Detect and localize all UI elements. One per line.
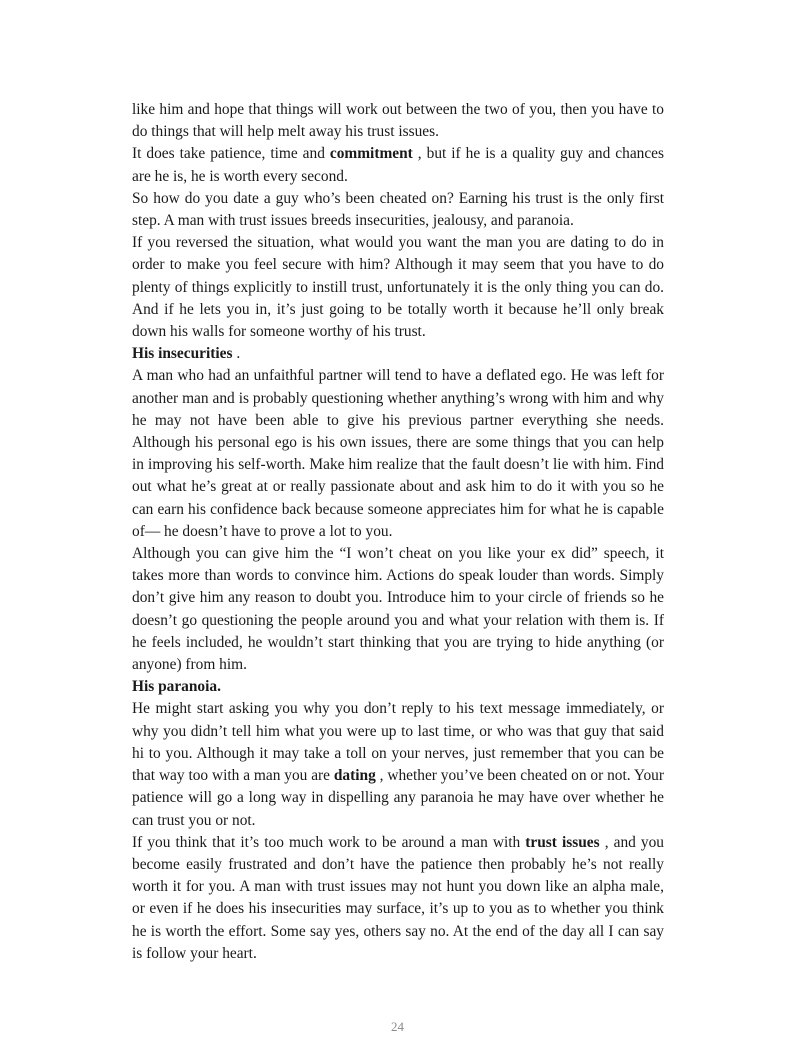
keyword-commitment: commitment bbox=[329, 145, 413, 163]
paragraph-5: A man who had an unfaithful partner will tend to have a deflated ego. He was left for another man and is probably questioning whether anything’s wrong with him and why he may not have been able to give his previous partner everything she needs. Although his personal ego is his own issues, there are some things that you can help in improving his self-worth. Make him realize that the fault doesn’t lie with him. Find out what he’s great at or really passionate about and ask him to do it with you so he can earn his confidence back because someone appreciates him for what he is capable of— he doesn’t have to prove a lot to you. bbox=[132, 367, 664, 540]
paragraph-4: If you reversed the situation, what would you want the man you are dating to do in order to make you feel secure with him? Although it may seem that you have to do plenty of things explicitly to instill trust, unfortunately it is the only thing you can do. And if he lets you in, it’s just going to be totally worth it because he’ll only break down his walls for someone worthy of his trust. bbox=[132, 234, 664, 341]
paragraph-6: Although you can give him the “I won’t cheat on you like your ex did” speech, it takes more than words to convince him. Actions do speak louder than words. Simply don’t give him any reason to doubt you. Introduce him to your circle of friends so he doesn’t go questioning the people around you and what your relation with them is. If he feels included, he wouldn’t start thinking that you are trying to hide anything (or anyone) from him. bbox=[132, 545, 664, 674]
paragraph-2-text-after: , but if he is a quality guy and chances are he is, he is worth every second. bbox=[132, 145, 664, 185]
section-heading-insecurities bbox=[132, 343, 664, 365]
paragraph-3: So how do you date a guy who’s been cheated on? Earning his trust is the only first step. A man with trust issues breeds insecurities, jealousy, and paranoia. bbox=[132, 189, 664, 230]
keyword-trust-issues: trust issues bbox=[525, 833, 600, 851]
paragraph-2-text-before: It does take patience, time and bbox=[132, 145, 330, 163]
page-number: 24 bbox=[391, 1019, 404, 1034]
paragraph-7 bbox=[132, 698, 664, 831]
paragraph-7-text-before: He might start asking you why you don’t reply to his text message immediately, or why you didn’t tell him what you were up to last time, or who was that guy that said hi to you. Although it may take a toll on your nerves, just remember that you can be that way too with a man you are bbox=[132, 700, 664, 785]
paragraph-2 bbox=[132, 143, 664, 187]
body-text bbox=[132, 99, 664, 965]
paragraph-1: like him and hope that things will work out between the two of you, then you have to do things that will help melt away his trust issues. bbox=[132, 101, 664, 141]
section-heading-paranoia: His paranoia. bbox=[132, 678, 221, 696]
section-heading-insecurities-trail: . bbox=[232, 345, 241, 363]
section-heading-insecurities-label: His insecurities bbox=[132, 345, 233, 363]
paragraph-8 bbox=[132, 832, 664, 965]
paragraph-8-text-before: If you think that it’s too much work to be around a man with bbox=[132, 833, 526, 851]
paragraph-7-text-after: , whether you’ve been cheated on or not. Your patience will go a long way in dispelling any paranoia he may have over whether he can trust you or not. bbox=[132, 767, 664, 829]
paragraph-8-text-after: , and you become easily frustrated and don’t have the patience then probably he’s not really worth it for you. A man with trust issues may not hunt you down like an alpha male, or even if he does his insecurities may surface, it’s up to you as to whether you think he is worth the effort. Some say yes, others say no. At the end of the day all I can say is follow your heart. bbox=[132, 833, 664, 962]
keyword-dating: dating bbox=[333, 767, 376, 785]
